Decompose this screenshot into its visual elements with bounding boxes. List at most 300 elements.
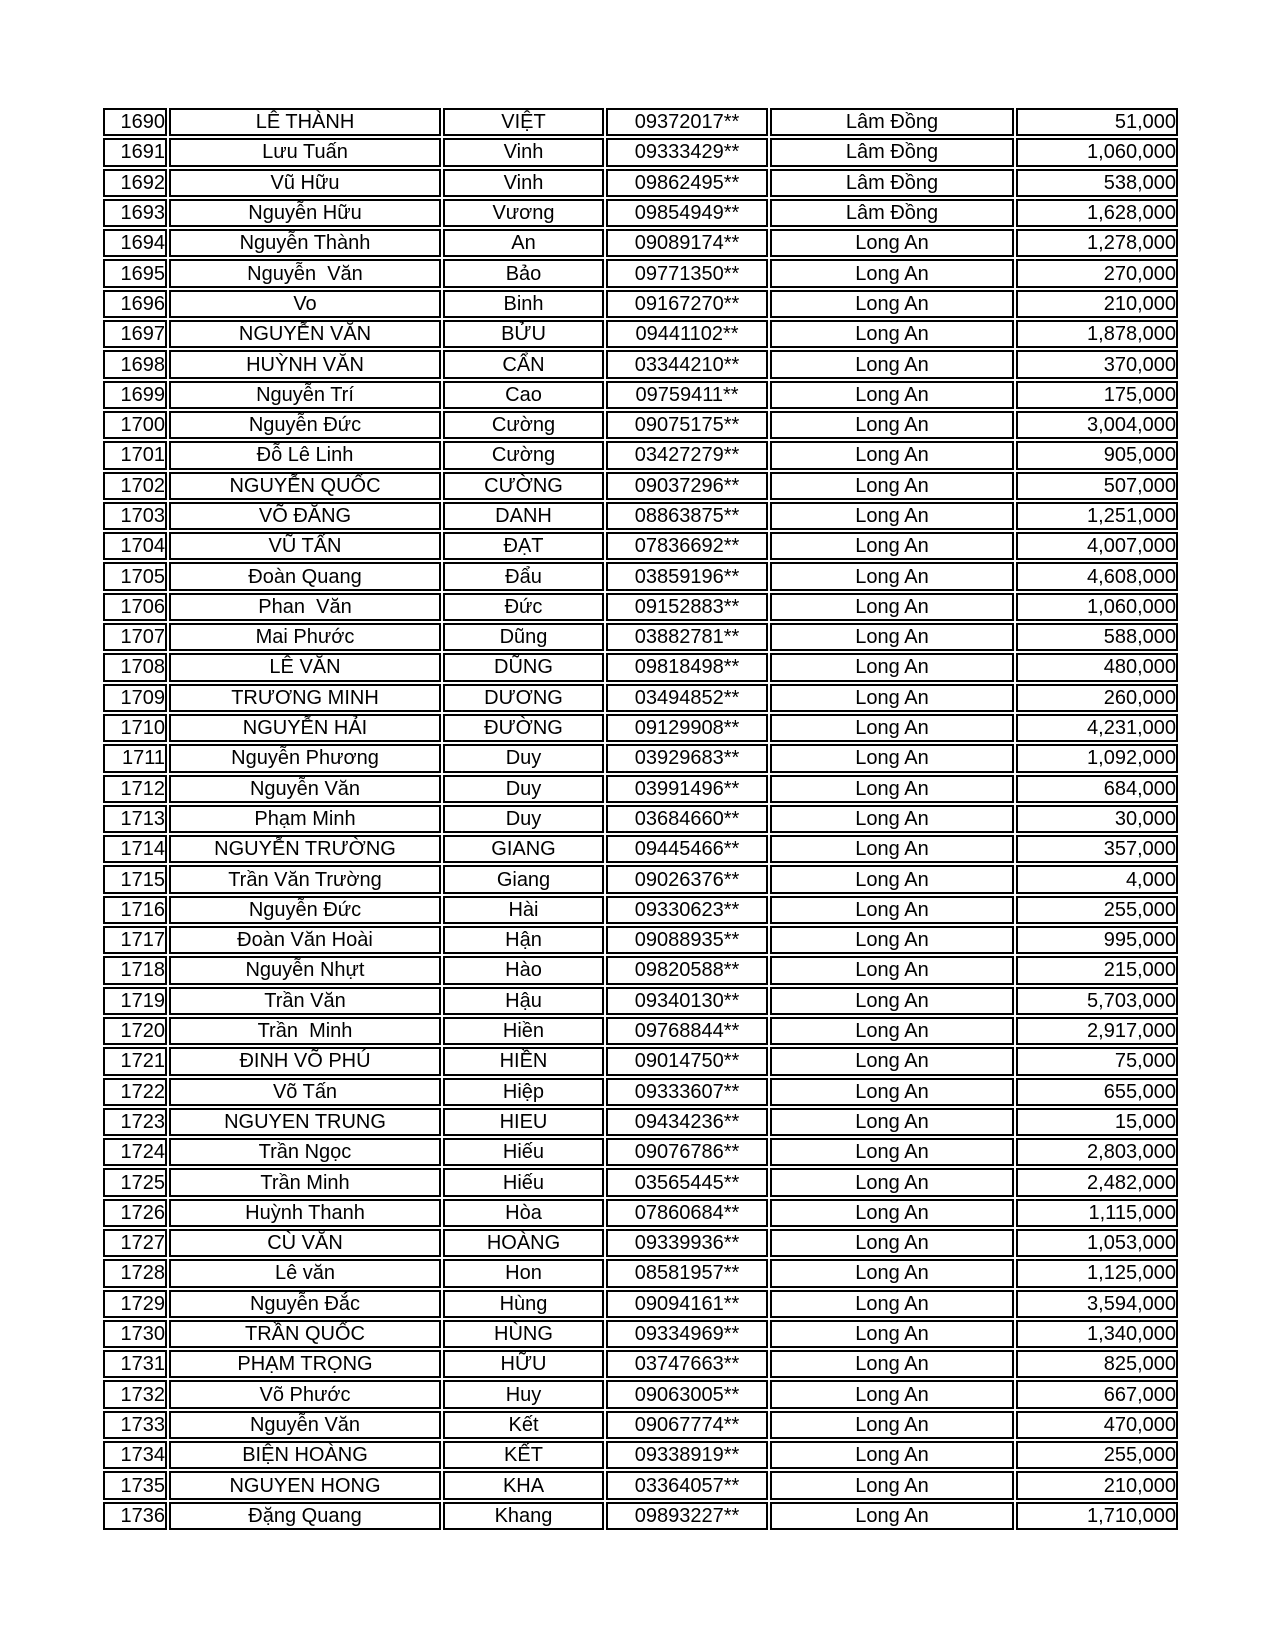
- cell-phone-masked: 09089174**: [606, 229, 768, 257]
- table-row: [103, 229, 1178, 257]
- cell-given-name: DƯƠNG: [443, 684, 604, 712]
- cell-first-middle-name: Đỗ Lê Linh: [169, 441, 441, 469]
- cell-first-middle-name: NGUYỄN QUỐC: [169, 472, 441, 500]
- cell-province: Long An: [770, 1259, 1014, 1287]
- cell-amount: 260,000: [1016, 684, 1178, 712]
- cell-province: Long An: [770, 926, 1014, 954]
- table-row: [103, 714, 1178, 742]
- cell-province: Long An: [770, 502, 1014, 530]
- cell-phone-masked: 09334969**: [606, 1320, 768, 1348]
- cell-province: Long An: [770, 472, 1014, 500]
- cell-given-name: CƯỜNG: [443, 472, 604, 500]
- cell-given-name: KẾT: [443, 1441, 604, 1469]
- cell-phone-masked: 09076786**: [606, 1138, 768, 1166]
- cell-first-middle-name: Nguyễn Trí: [169, 381, 441, 409]
- cell-first-middle-name: BIỆN HOÀNG: [169, 1441, 441, 1469]
- cell-first-middle-name: Đoàn Văn Hoài: [169, 926, 441, 954]
- cell-phone-masked: 03427279**: [606, 441, 768, 469]
- cell-given-name: Dũng: [443, 623, 604, 651]
- table-row: [103, 1078, 1178, 1106]
- cell-amount: 470,000: [1016, 1411, 1178, 1439]
- cell-province: Long An: [770, 1108, 1014, 1136]
- cell-phone-masked: 03344210**: [606, 350, 768, 378]
- cell-given-name: HỮU: [443, 1350, 604, 1378]
- cell-row-number: 1722: [103, 1078, 167, 1106]
- cell-amount: 75,000: [1016, 1047, 1178, 1075]
- table-row: [103, 138, 1178, 166]
- cell-given-name: ĐƯỜNG: [443, 714, 604, 742]
- cell-amount: 51,000: [1016, 108, 1178, 136]
- cell-amount: 2,917,000: [1016, 1017, 1178, 1045]
- donor-list-table: [101, 106, 1180, 1532]
- cell-first-middle-name: Nguyễn Thành: [169, 229, 441, 257]
- cell-first-middle-name: Phạm Minh: [169, 805, 441, 833]
- cell-row-number: 1712: [103, 775, 167, 803]
- cell-given-name: HIEU: [443, 1108, 604, 1136]
- table-row: [103, 169, 1178, 197]
- cell-given-name: Duy: [443, 805, 604, 833]
- cell-province: Long An: [770, 684, 1014, 712]
- cell-amount: 4,231,000: [1016, 714, 1178, 742]
- cell-province: Long An: [770, 1229, 1014, 1257]
- cell-amount: 1,092,000: [1016, 744, 1178, 772]
- cell-first-middle-name: Nguyễn Đắc: [169, 1290, 441, 1318]
- cell-first-middle-name: HUỲNH VĂN: [169, 350, 441, 378]
- cell-given-name: Hào: [443, 956, 604, 984]
- cell-phone-masked: 09340130**: [606, 987, 768, 1015]
- cell-amount: 1,251,000: [1016, 502, 1178, 530]
- cell-province: Long An: [770, 532, 1014, 560]
- table-row: [103, 1138, 1178, 1166]
- cell-row-number: 1736: [103, 1502, 167, 1530]
- cell-province: Long An: [770, 290, 1014, 318]
- cell-amount: 507,000: [1016, 472, 1178, 500]
- cell-row-number: 1719: [103, 987, 167, 1015]
- cell-row-number: 1701: [103, 441, 167, 469]
- cell-given-name: Bảo: [443, 259, 604, 287]
- cell-province: Long An: [770, 653, 1014, 681]
- cell-phone-masked: 09063005**: [606, 1380, 768, 1408]
- cell-given-name: Vương: [443, 199, 604, 227]
- cell-given-name: Duy: [443, 744, 604, 772]
- cell-row-number: 1700: [103, 411, 167, 439]
- table-row: [103, 472, 1178, 500]
- table-row: [103, 562, 1178, 590]
- cell-first-middle-name: NGUYỄN VĂN: [169, 320, 441, 348]
- cell-row-number: 1713: [103, 805, 167, 833]
- cell-first-middle-name: TRẦN QUỐC: [169, 1320, 441, 1348]
- cell-row-number: 1699: [103, 381, 167, 409]
- cell-amount: 480,000: [1016, 653, 1178, 681]
- table-row: [103, 1108, 1178, 1136]
- cell-first-middle-name: Đoàn Quang: [169, 562, 441, 590]
- cell-phone-masked: 09862495**: [606, 169, 768, 197]
- cell-amount: 255,000: [1016, 896, 1178, 924]
- cell-row-number: 1710: [103, 714, 167, 742]
- table-row: [103, 623, 1178, 651]
- cell-given-name: HIỀN: [443, 1047, 604, 1075]
- cell-row-number: 1703: [103, 502, 167, 530]
- cell-first-middle-name: Nguyễn Nhựt: [169, 956, 441, 984]
- cell-amount: 3,594,000: [1016, 1290, 1178, 1318]
- cell-given-name: BỬU: [443, 320, 604, 348]
- table-row: [103, 805, 1178, 833]
- table-row: [103, 108, 1178, 136]
- cell-first-middle-name: TRƯƠNG MINH: [169, 684, 441, 712]
- cell-row-number: 1730: [103, 1320, 167, 1348]
- table-row: [103, 684, 1178, 712]
- table-row: [103, 1441, 1178, 1469]
- cell-phone-masked: 03364057**: [606, 1471, 768, 1499]
- cell-given-name: Huy: [443, 1380, 604, 1408]
- cell-phone-masked: 09338919**: [606, 1441, 768, 1469]
- cell-first-middle-name: LÊ THÀNH: [169, 108, 441, 136]
- cell-amount: 5,703,000: [1016, 987, 1178, 1015]
- cell-first-middle-name: Vo: [169, 290, 441, 318]
- cell-first-middle-name: Nguyễn Văn: [169, 259, 441, 287]
- cell-first-middle-name: Võ Phước: [169, 1380, 441, 1408]
- cell-province: Long An: [770, 775, 1014, 803]
- cell-row-number: 1717: [103, 926, 167, 954]
- cell-phone-masked: 09339936**: [606, 1229, 768, 1257]
- cell-first-middle-name: Nguyễn Văn: [169, 1411, 441, 1439]
- cell-first-middle-name: Nguyễn Hữu: [169, 199, 441, 227]
- cell-amount: 1,628,000: [1016, 199, 1178, 227]
- table-row: [103, 987, 1178, 1015]
- cell-first-middle-name: NGUYỄN TRƯỜNG: [169, 835, 441, 863]
- cell-phone-masked: 09820588**: [606, 956, 768, 984]
- cell-amount: 30,000: [1016, 805, 1178, 833]
- cell-given-name: Hiệp: [443, 1078, 604, 1106]
- cell-phone-masked: 09771350**: [606, 259, 768, 287]
- table-row: [103, 653, 1178, 681]
- cell-province: Long An: [770, 229, 1014, 257]
- cell-province: Long An: [770, 1411, 1014, 1439]
- cell-phone-masked: 09434236**: [606, 1108, 768, 1136]
- table-row: [103, 1502, 1178, 1530]
- cell-province: Long An: [770, 411, 1014, 439]
- table-row: [103, 502, 1178, 530]
- cell-phone-masked: 09152883**: [606, 593, 768, 621]
- cell-first-middle-name: Huỳnh Thanh: [169, 1199, 441, 1227]
- cell-phone-masked: 07836692**: [606, 532, 768, 560]
- cell-phone-masked: 03565445**: [606, 1168, 768, 1196]
- table-row: [103, 835, 1178, 863]
- cell-province: Long An: [770, 956, 1014, 984]
- cell-amount: 3,004,000: [1016, 411, 1178, 439]
- cell-row-number: 1716: [103, 896, 167, 924]
- cell-given-name: Vinh: [443, 169, 604, 197]
- cell-phone-masked: 03991496**: [606, 775, 768, 803]
- cell-row-number: 1711: [103, 744, 167, 772]
- cell-phone-masked: 09333429**: [606, 138, 768, 166]
- cell-phone-masked: 09333607**: [606, 1078, 768, 1106]
- cell-first-middle-name: Lưu Tuấn: [169, 138, 441, 166]
- cell-first-middle-name: Trần Ngọc: [169, 1138, 441, 1166]
- cell-given-name: Hận: [443, 926, 604, 954]
- cell-given-name: Hiền: [443, 1017, 604, 1045]
- cell-first-middle-name: CÙ VĂN: [169, 1229, 441, 1257]
- cell-first-middle-name: Mai Phước: [169, 623, 441, 651]
- cell-phone-masked: 08863875**: [606, 502, 768, 530]
- cell-province: Long An: [770, 1138, 1014, 1166]
- cell-row-number: 1726: [103, 1199, 167, 1227]
- cell-row-number: 1729: [103, 1290, 167, 1318]
- cell-amount: 4,608,000: [1016, 562, 1178, 590]
- cell-phone-masked: 03882781**: [606, 623, 768, 651]
- cell-phone-masked: 09014750**: [606, 1047, 768, 1075]
- cell-row-number: 1706: [103, 593, 167, 621]
- cell-given-name: Duy: [443, 775, 604, 803]
- cell-given-name: Vinh: [443, 138, 604, 166]
- donor-table-body: [103, 108, 1178, 1530]
- cell-row-number: 1709: [103, 684, 167, 712]
- table-row: [103, 1259, 1178, 1287]
- cell-amount: 588,000: [1016, 623, 1178, 651]
- cell-phone-masked: 09094161**: [606, 1290, 768, 1318]
- table-row: [103, 1168, 1178, 1196]
- table-row: [103, 1047, 1178, 1075]
- table-row: [103, 1320, 1178, 1348]
- table-row: [103, 744, 1178, 772]
- cell-first-middle-name: Trần Văn: [169, 987, 441, 1015]
- table-row: [103, 775, 1178, 803]
- cell-given-name: DANH: [443, 502, 604, 530]
- cell-row-number: 1691: [103, 138, 167, 166]
- table-row: [103, 1290, 1178, 1318]
- cell-amount: 1,278,000: [1016, 229, 1178, 257]
- cell-province: Long An: [770, 1502, 1014, 1530]
- cell-amount: 2,803,000: [1016, 1138, 1178, 1166]
- cell-first-middle-name: Lê văn: [169, 1259, 441, 1287]
- cell-province: Long An: [770, 593, 1014, 621]
- cell-row-number: 1714: [103, 835, 167, 863]
- cell-first-middle-name: Nguyễn Văn: [169, 775, 441, 803]
- cell-first-middle-name: Võ Tấn: [169, 1078, 441, 1106]
- cell-phone-masked: 09067774**: [606, 1411, 768, 1439]
- cell-amount: 667,000: [1016, 1380, 1178, 1408]
- cell-amount: 255,000: [1016, 1441, 1178, 1469]
- cell-amount: 538,000: [1016, 169, 1178, 197]
- cell-given-name: Cường: [443, 411, 604, 439]
- cell-province: Long An: [770, 350, 1014, 378]
- cell-amount: 995,000: [1016, 926, 1178, 954]
- cell-province: Long An: [770, 1471, 1014, 1499]
- cell-first-middle-name: Trần Minh: [169, 1017, 441, 1045]
- cell-given-name: Hòa: [443, 1199, 604, 1227]
- cell-province: Lâm Đồng: [770, 199, 1014, 227]
- cell-row-number: 1697: [103, 320, 167, 348]
- cell-phone-masked: 09759411**: [606, 381, 768, 409]
- table-row: [103, 290, 1178, 318]
- cell-given-name: Giang: [443, 865, 604, 893]
- cell-row-number: 1721: [103, 1047, 167, 1075]
- cell-amount: 270,000: [1016, 259, 1178, 287]
- cell-amount: 210,000: [1016, 1471, 1178, 1499]
- cell-amount: 2,482,000: [1016, 1168, 1178, 1196]
- cell-given-name: Hậu: [443, 987, 604, 1015]
- cell-amount: 215,000: [1016, 956, 1178, 984]
- table-row: [103, 1411, 1178, 1439]
- cell-row-number: 1693: [103, 199, 167, 227]
- cell-province: Long An: [770, 320, 1014, 348]
- cell-first-middle-name: VŨ TẤN: [169, 532, 441, 560]
- table-row: [103, 411, 1178, 439]
- cell-phone-masked: 03684660**: [606, 805, 768, 833]
- table-row: [103, 926, 1178, 954]
- cell-amount: 905,000: [1016, 441, 1178, 469]
- cell-given-name: Cường: [443, 441, 604, 469]
- cell-phone-masked: 09330623**: [606, 896, 768, 924]
- cell-row-number: 1724: [103, 1138, 167, 1166]
- cell-first-middle-name: Nguyễn Đức: [169, 411, 441, 439]
- cell-given-name: Hon: [443, 1259, 604, 1287]
- cell-first-middle-name: LÊ VĂN: [169, 653, 441, 681]
- cell-given-name: Hiếu: [443, 1138, 604, 1166]
- cell-province: Long An: [770, 865, 1014, 893]
- table-row: [103, 532, 1178, 560]
- cell-row-number: 1705: [103, 562, 167, 590]
- cell-province: Long An: [770, 1017, 1014, 1045]
- cell-row-number: 1718: [103, 956, 167, 984]
- cell-given-name: Đức: [443, 593, 604, 621]
- cell-first-middle-name: Vũ Hữu: [169, 169, 441, 197]
- cell-given-name: Hùng: [443, 1290, 604, 1318]
- table-row: [103, 1199, 1178, 1227]
- cell-first-middle-name: Nguyễn Đức: [169, 896, 441, 924]
- cell-amount: 1,878,000: [1016, 320, 1178, 348]
- cell-given-name: KHA: [443, 1471, 604, 1499]
- cell-row-number: 1734: [103, 1441, 167, 1469]
- cell-phone-masked: 07860684**: [606, 1199, 768, 1227]
- cell-province: Long An: [770, 623, 1014, 651]
- cell-row-number: 1732: [103, 1380, 167, 1408]
- cell-row-number: 1715: [103, 865, 167, 893]
- cell-first-middle-name: VÕ ĐĂNG: [169, 502, 441, 530]
- table-row: [103, 593, 1178, 621]
- cell-first-middle-name: NGUYEN HONG: [169, 1471, 441, 1499]
- cell-phone-masked: 09075175**: [606, 411, 768, 439]
- cell-row-number: 1725: [103, 1168, 167, 1196]
- cell-province: Long An: [770, 1380, 1014, 1408]
- cell-province: Long An: [770, 1199, 1014, 1227]
- cell-phone-masked: 03929683**: [606, 744, 768, 772]
- cell-first-middle-name: PHẠM TRỌNG: [169, 1350, 441, 1378]
- cell-amount: 15,000: [1016, 1108, 1178, 1136]
- cell-row-number: 1733: [103, 1411, 167, 1439]
- cell-first-middle-name: Đặng Quang: [169, 1502, 441, 1530]
- cell-phone-masked: 09818498**: [606, 653, 768, 681]
- table-row: [103, 1229, 1178, 1257]
- cell-phone-masked: 09026376**: [606, 865, 768, 893]
- cell-phone-masked: 09167270**: [606, 290, 768, 318]
- cell-row-number: 1690: [103, 108, 167, 136]
- cell-given-name: Cao: [443, 381, 604, 409]
- cell-amount: 357,000: [1016, 835, 1178, 863]
- cell-province: Long An: [770, 1168, 1014, 1196]
- cell-province: Long An: [770, 714, 1014, 742]
- cell-given-name: Binh: [443, 290, 604, 318]
- cell-given-name: An: [443, 229, 604, 257]
- cell-first-middle-name: Nguyễn Phương: [169, 744, 441, 772]
- cell-province: Long An: [770, 1350, 1014, 1378]
- cell-amount: 1,340,000: [1016, 1320, 1178, 1348]
- cell-given-name: VIỆT: [443, 108, 604, 136]
- cell-first-middle-name: Trần Minh: [169, 1168, 441, 1196]
- cell-amount: 4,000: [1016, 865, 1178, 893]
- cell-phone-masked: 08581957**: [606, 1259, 768, 1287]
- cell-first-middle-name: NGUYEN TRUNG: [169, 1108, 441, 1136]
- cell-row-number: 1698: [103, 350, 167, 378]
- cell-given-name: Hài: [443, 896, 604, 924]
- cell-row-number: 1735: [103, 1471, 167, 1499]
- cell-row-number: 1727: [103, 1229, 167, 1257]
- cell-phone-masked: 09768844**: [606, 1017, 768, 1045]
- cell-phone-masked: 09445466**: [606, 835, 768, 863]
- cell-given-name: HOÀNG: [443, 1229, 604, 1257]
- table-row: [103, 199, 1178, 227]
- cell-given-name: Kết: [443, 1411, 604, 1439]
- cell-amount: 684,000: [1016, 775, 1178, 803]
- table-row: [103, 320, 1178, 348]
- cell-province: Lâm Đồng: [770, 108, 1014, 136]
- cell-amount: 1,710,000: [1016, 1502, 1178, 1530]
- table-row: [103, 259, 1178, 287]
- cell-amount: 1,060,000: [1016, 593, 1178, 621]
- cell-province: Long An: [770, 259, 1014, 287]
- table-row: [103, 1017, 1178, 1045]
- cell-given-name: Khang: [443, 1502, 604, 1530]
- cell-given-name: HÙNG: [443, 1320, 604, 1348]
- cell-province: Long An: [770, 744, 1014, 772]
- cell-given-name: DŨNG: [443, 653, 604, 681]
- cell-row-number: 1731: [103, 1350, 167, 1378]
- cell-first-middle-name: Phan Văn: [169, 593, 441, 621]
- cell-first-middle-name: ĐINH VÕ PHÚ: [169, 1047, 441, 1075]
- table-row: [103, 441, 1178, 469]
- cell-amount: 1,115,000: [1016, 1199, 1178, 1227]
- table-row: [103, 350, 1178, 378]
- cell-row-number: 1695: [103, 259, 167, 287]
- cell-province: Long An: [770, 1441, 1014, 1469]
- cell-province: Lâm Đồng: [770, 138, 1014, 166]
- cell-amount: 655,000: [1016, 1078, 1178, 1106]
- cell-given-name: Đẩu: [443, 562, 604, 590]
- table-row: [103, 865, 1178, 893]
- cell-amount: 825,000: [1016, 1350, 1178, 1378]
- table-row: [103, 956, 1178, 984]
- cell-row-number: 1723: [103, 1108, 167, 1136]
- cell-province: Long An: [770, 1290, 1014, 1318]
- cell-given-name: CẨN: [443, 350, 604, 378]
- cell-province: Long An: [770, 1320, 1014, 1348]
- cell-row-number: 1728: [103, 1259, 167, 1287]
- cell-row-number: 1702: [103, 472, 167, 500]
- cell-given-name: ĐẠT: [443, 532, 604, 560]
- cell-first-middle-name: Trần Văn Trường: [169, 865, 441, 893]
- cell-province: Long An: [770, 835, 1014, 863]
- cell-province: Long An: [770, 381, 1014, 409]
- cell-given-name: Hiếu: [443, 1168, 604, 1196]
- cell-row-number: 1708: [103, 653, 167, 681]
- cell-province: Long An: [770, 441, 1014, 469]
- cell-phone-masked: 09441102**: [606, 320, 768, 348]
- cell-amount: 1,125,000: [1016, 1259, 1178, 1287]
- cell-row-number: 1694: [103, 229, 167, 257]
- cell-given-name: GIANG: [443, 835, 604, 863]
- cell-amount: 210,000: [1016, 290, 1178, 318]
- cell-province: Long An: [770, 896, 1014, 924]
